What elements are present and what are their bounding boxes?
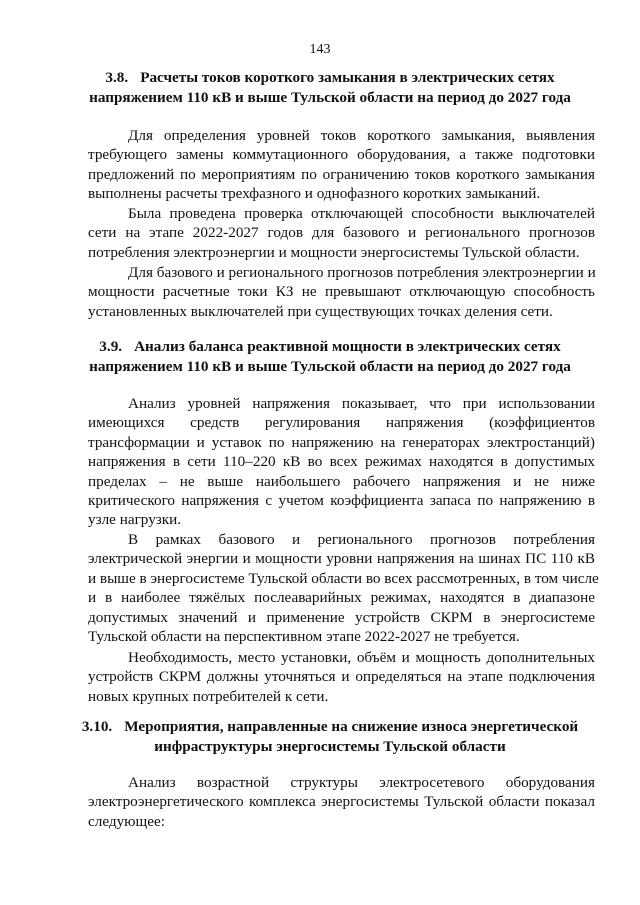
paragraph-line: сети на этапе 2022-2027 годов для базового и регионального прогнозов <box>88 224 595 242</box>
paragraph-line: критического напряжения с учетом коэффициента запаса по напряжению в <box>88 491 595 509</box>
page-number: 143 <box>309 42 331 57</box>
paragraph-line: Тульской области на перспективном этапе 2022-2027 не требуется. <box>88 627 520 645</box>
section-heading-3-10 <box>60 717 600 757</box>
paragraph-line: Анализ возрастной структуры электросетевого оборудования <box>128 774 595 791</box>
paragraph <box>88 648 595 706</box>
paragraph-line: устройств СКРМ должны уточняться и определяться на этапе подключения <box>88 668 595 686</box>
section-number: 3.10. <box>81 718 113 735</box>
paragraph-line: В рамках базового и регионального прогнозов потребления <box>128 531 595 548</box>
paragraph-line: требующего замены коммутационного оборудования, а также подготовки <box>88 146 595 164</box>
paragraph-line: пределах – не выше наибольшего рабочего напряжения и не ниже <box>88 472 595 490</box>
paragraph-line: напряжения в сети 110–220 кВ во всех режимах находятся в допустимых <box>88 453 595 471</box>
section-heading-line: напряжением 110 кВ и выше Тульской области на период до 2027 года <box>89 358 571 375</box>
section-heading-line <box>60 717 600 737</box>
paragraph <box>88 263 595 321</box>
paragraph <box>88 126 595 204</box>
paragraph-line: мощности расчетные токи КЗ не превышают отключающую способность <box>88 283 595 301</box>
paragraph-line: новых крупных потребителей к сети. <box>88 687 329 705</box>
paragraph-line: Необходимость, место установки, объём и мощность дополнительных <box>128 649 595 666</box>
paragraph-line: электроэнергетического комплекса энергосистемы Тульской области показал <box>88 793 595 811</box>
section-heading-line <box>60 68 600 88</box>
paragraph <box>88 394 595 530</box>
paragraph-line: узле нагрузки. <box>88 511 182 529</box>
paragraph-line: Для определения уровней токов короткого замыкания, выявления <box>128 127 595 144</box>
paragraph-line: Была проведена проверка отключающей способности выключателей <box>128 205 595 222</box>
section-heading-3-8 <box>60 68 600 108</box>
paragraph-line: электрической энергии и мощности уровни напряжения на шинах ПС 110 кВ <box>88 550 595 568</box>
paragraph <box>88 204 595 262</box>
section-number: 3.8. <box>105 69 129 86</box>
paragraph-line: следующее: <box>88 812 165 830</box>
paragraph-line: и выше в энергосистеме Тульской области во всех рассмотренных, в том числе <box>88 569 599 587</box>
paragraph-line: установленных выключателей при существующих точках деления сети. <box>88 302 553 320</box>
section-title-text: Мероприятия, направленные на снижение износа энергетической <box>124 718 579 735</box>
paragraph <box>88 530 599 646</box>
section-title-text: Расчеты токов короткого замыкания в электрических сетях <box>140 69 555 86</box>
paragraph-line: и в наиболее тяжёлых послеаварийных режимах, находятся в диапазоне <box>88 589 595 607</box>
paragraph-line: допустимых значений и применение устройств СКРМ в энергосистеме <box>88 608 595 626</box>
paragraph-line: Анализ уровней напряжения показывает, что при использовании <box>128 395 595 412</box>
section-heading-3-9 <box>60 337 600 377</box>
paragraph-line: имеющихся средств регулирования напряжения (коэффициентов <box>88 414 595 432</box>
section-heading-line: инфраструктуры энергосистемы Тульской области <box>154 738 506 755</box>
paragraph-line: выполнены расчеты трехфазного и однофазного коротких замыканий. <box>88 185 541 203</box>
section-title-text: Анализ баланса реактивной мощности в электрических сетях <box>134 338 561 355</box>
paragraph <box>88 773 595 831</box>
section-heading-line <box>60 337 600 357</box>
paragraph-line: предложений по мероприятиям по ограничению токов короткого замыкания <box>88 165 595 183</box>
paragraph-line: Для базового и регионального прогнозов потребления электроэнергии и <box>128 264 596 281</box>
paragraph-line: трансформации и уставок по напряжению на генераторах электростанций) <box>88 433 595 451</box>
section-number: 3.9. <box>99 338 123 355</box>
section-heading-line: напряжением 110 кВ и выше Тульской области на период до 2027 года <box>89 89 571 106</box>
paragraph-line: потребления электроэнергии и мощности энергосистемы Тульской области. <box>88 243 580 261</box>
